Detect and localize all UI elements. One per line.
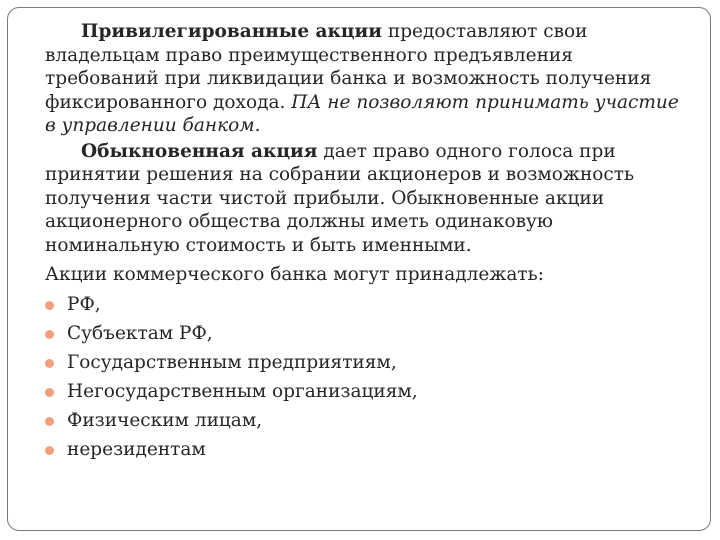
slide-content — [45, 20, 685, 467]
list-item-label: РФ, — [67, 293, 101, 315]
common-shares-term: Обыкновенная акция — [81, 140, 318, 162]
owners-list-intro: Акции коммерческого банка могут принадлежать: — [45, 264, 544, 285]
list-item-label: Субъектам РФ, — [67, 322, 213, 344]
list-item-label: Государственным предприятиям, — [67, 351, 397, 373]
bullet-icon — [45, 417, 54, 426]
list-item — [45, 293, 685, 322]
preferred-shares-paragraph — [45, 20, 685, 138]
preferred-shares-note: ПА не позволяют принимать участие в управлении банком. — [45, 91, 679, 136]
list-item — [45, 409, 685, 438]
bullet-icon — [45, 388, 54, 397]
preferred-shares-text: предоставляют свои владельцам право преимущественного предъявления требований при ликвидации банка и возможность получения фиксированного дохода. — [45, 21, 652, 113]
preferred-shares-term: Привилегированные акции — [81, 21, 382, 42]
list-item — [45, 351, 685, 380]
bullet-icon — [45, 301, 54, 310]
list-item-label: нерезидентам — [67, 438, 206, 460]
owners-list — [45, 293, 685, 467]
list-item — [45, 322, 685, 351]
common-shares-paragraph — [45, 140, 685, 258]
list-item-label: Физическим лицам, — [67, 409, 263, 431]
list-item — [45, 438, 685, 467]
bullet-icon — [45, 359, 54, 368]
list-item — [45, 380, 685, 409]
bullet-icon — [45, 330, 54, 339]
bullet-icon — [45, 446, 54, 455]
common-shares-text: дает право одного голоса при принятии решения на собрании акционеров и возможность получения части чистой прибыли. Обыкновенные акции акционерного общества должны иметь одинаковую номинальную стоимость и быть именными. — [45, 140, 635, 256]
list-item-label: Негосударственным организациям, — [67, 380, 418, 402]
